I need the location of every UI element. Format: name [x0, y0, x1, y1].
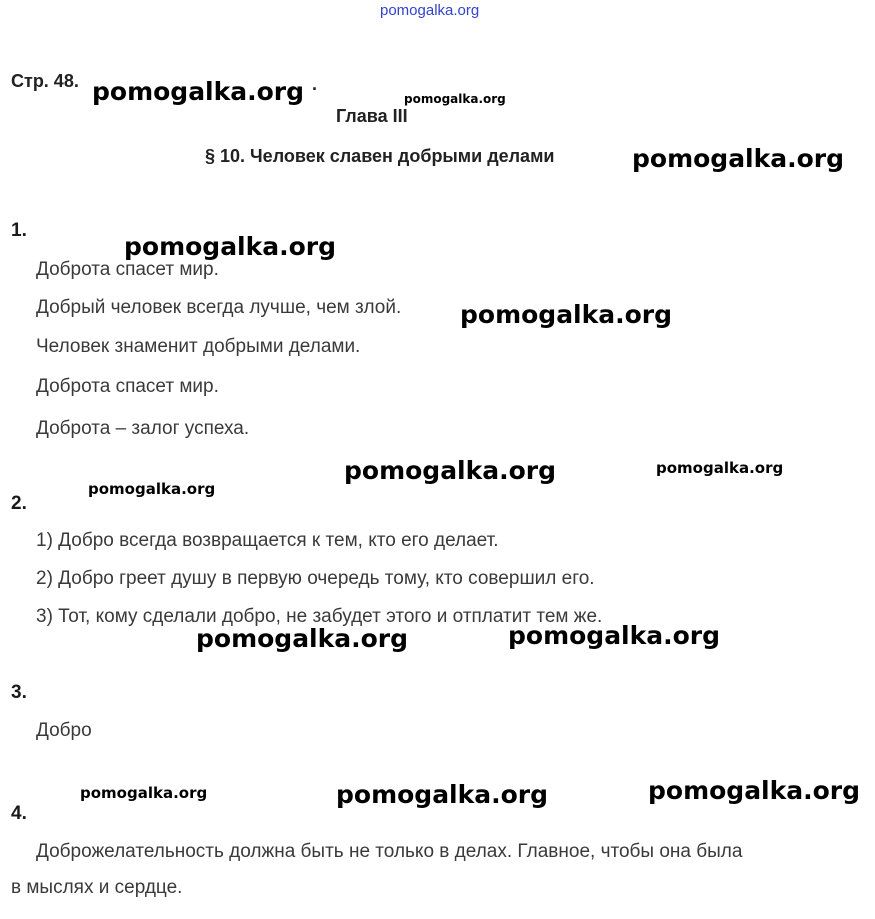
- watermark: pomogalka.org: [648, 776, 861, 805]
- answer-line: Добрый человек всегда лучше, чем злой.: [36, 297, 402, 318]
- task-number: 4.: [11, 803, 27, 824]
- answer-line: Доброта спасет мир.: [36, 259, 219, 280]
- stray-dot: .: [312, 74, 318, 94]
- watermark-top: pomogalka.org: [380, 2, 480, 19]
- watermark: pomogalka.org: [508, 621, 721, 650]
- watermark: pomogalka.org: [656, 459, 784, 477]
- page-reference: Стр. 48.: [11, 71, 79, 91]
- answer-line: в мыслях и сердце.: [11, 877, 183, 898]
- answer-line: 3) Тот, кому сделали добро, не забудет этого и отплатит тем же.: [36, 606, 603, 627]
- watermark: pomogalka.org: [336, 780, 549, 809]
- answer-line: Доброжелательность должна быть не только в делах. Главное, чтобы она была: [36, 841, 743, 862]
- answer-line: Добро: [36, 720, 92, 741]
- task-number: 1.: [11, 220, 27, 241]
- watermark: pomogalka.org: [404, 92, 506, 106]
- answer-line: 2) Добро греет душу в первую очередь тому, кто совершил его.: [36, 568, 595, 589]
- watermark: pomogalka.org: [460, 300, 673, 329]
- answer-line: Доброта спасет мир.: [36, 376, 219, 397]
- watermark: pomogalka.org: [632, 144, 845, 173]
- task-number: 3.: [11, 682, 27, 703]
- answer-line: 1) Добро всегда возвращается к тем, кто его делает.: [36, 530, 499, 551]
- watermark: pomogalka.org: [80, 784, 208, 802]
- watermark: pomogalka.org: [88, 480, 216, 498]
- answer-line: Доброта – залог успеха.: [36, 418, 250, 439]
- watermark: pomogalka.org: [92, 77, 305, 106]
- watermark: pomogalka.org: [196, 624, 409, 653]
- watermark: pomogalka.org: [344, 456, 557, 485]
- section-title: § 10. Человек славен добрыми делами: [205, 146, 555, 166]
- task-number: 2.: [11, 493, 27, 514]
- watermark: pomogalka.org: [124, 232, 337, 261]
- answer-line: Человек знаменит добрыми делами.: [36, 336, 361, 357]
- chapter-title: Глава III: [336, 106, 408, 126]
